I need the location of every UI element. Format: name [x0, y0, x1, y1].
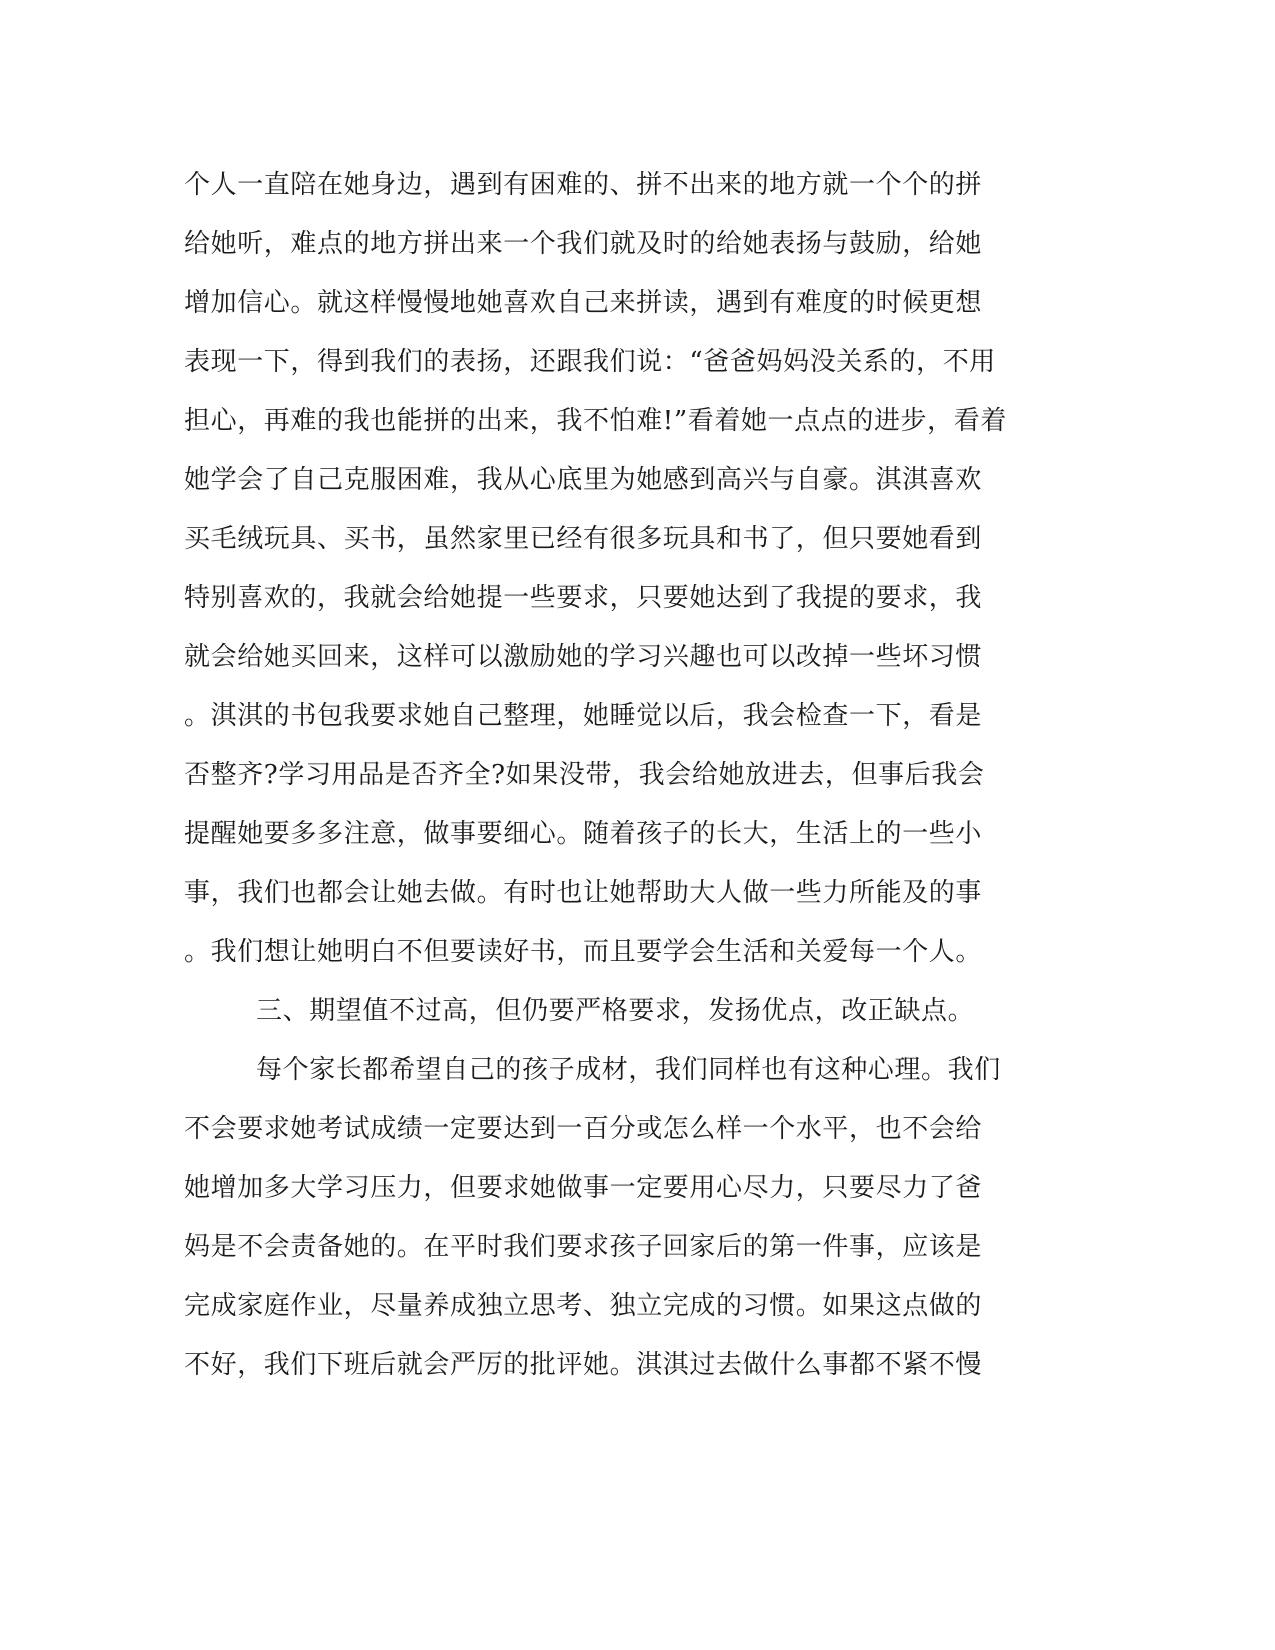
section-heading: 三、期望值不过高，但仍要严格要求，发扬优点，改正缺点。 [256, 996, 975, 1026]
text-line: 事，我们也都会让她去做。有时也让她帮助大人做一些力所能及的事 [184, 878, 983, 908]
text-line: 特别喜欢的，我就会给她提一些要求，只要她达到了我提的要求，我 [184, 583, 983, 613]
text-line: 给她听，难点的地方拼出来一个我们就及时的给她表扬与鼓励，给她 [184, 229, 983, 259]
text-line: 她增加多大学习压力，但要求她做事一定要用心尽力，只要尽力了爸 [184, 1173, 983, 1203]
text-line: 增加信心。就这样慢慢地她喜欢自己来拼读，遇到有难度的时候更想 [184, 288, 983, 318]
text-line: 妈是不会责备她的。在平时我们要求孩子回家后的第一件事，应该是 [184, 1232, 983, 1262]
text-line: 担心，再难的我也能拼的出来，我不怕难!”看着她一点点的进步，看着 [184, 406, 1007, 436]
text-line: 表现一下，得到我们的表扬，还跟我们说：“爸爸妈妈没关系的，不用 [184, 347, 996, 377]
text-line: 否整齐?学习用品是否齐全?如果没带，我会给她放进去，但事后我会 [184, 760, 985, 790]
text-line: 就会给她买回来，这样可以激励她的学习兴趣也可以改掉一些坏习惯 [184, 642, 983, 672]
text-line: 买毛绒玩具、买书，虽然家里已经有很多玩具和书了，但只要她看到 [184, 524, 983, 554]
text-line: 提醒她要多多注意，做事要细心。随着孩子的长大，生活上的一些小 [184, 819, 983, 849]
text-line: 。淇淇的书包我要求她自己整理，她睡觉以后，我会检查一下，看是 [184, 701, 983, 731]
text-line: 不会要求她考试成绩一定要达到一百分或怎么样一个水平，也不会给 [184, 1114, 983, 1144]
text-line: 完成家庭作业，尽量养成独立思考、独立完成的习惯。如果这点做的 [184, 1291, 983, 1321]
body-text [184, 156, 1044, 1395]
text-line: 她学会了自己克服困难，我从心底里为她感到高兴与自豪。淇淇喜欢 [184, 465, 983, 495]
text-line: 。我们想让她明白不但要读好书，而且要学会生活和关爱每一个人。 [184, 937, 983, 967]
text-line: 个人一直陪在她身边，遇到有困难的、拼不出来的地方就一个个的拼 [184, 170, 983, 200]
text-line: 不好，我们下班后就会严厉的批评她。淇淇过去做什么事都不紧不慢 [184, 1350, 983, 1380]
paragraph-first-line: 每个家长都希望自己的孩子成材，我们同样也有这种心理。我们 [256, 1055, 1001, 1085]
